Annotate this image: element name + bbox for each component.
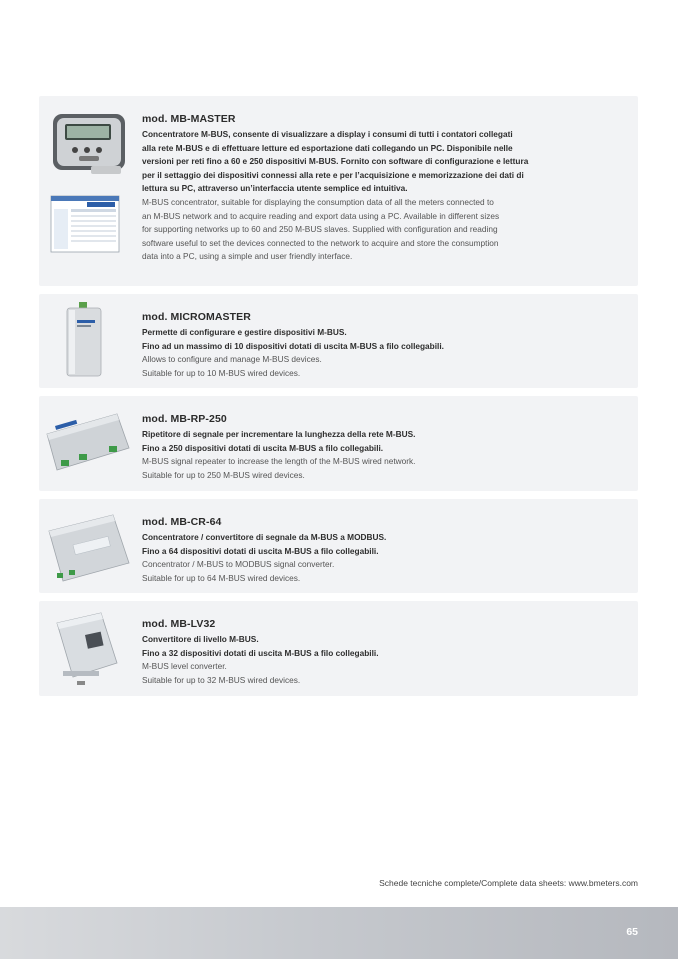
product-description-en: M-BUS level converter. Suitable for up to 32 M-BUS wired devices. <box>142 661 301 685</box>
product-description-it: Ripetitore di segnale per incrementare la lunghezza della rete M-BUS. Fino a 250 dispositivi dotati di uscita M-BUS a filo collegabili. <box>142 429 416 453</box>
data-sheets-note: Schede tecniche complete/Complete data sheets: www.bmeters.com <box>379 878 638 888</box>
product-description-it: Concentratore / convertitore di segnale da M-BUS a MODBUS. Fino a 64 dispositivi dotati di uscita M-BUS a filo collegabili. <box>142 532 387 556</box>
mb-cr-64-device-icon <box>39 499 139 593</box>
mb-lv32-device-icon <box>39 601 139 696</box>
product-card-mb-lv32 <box>39 601 638 696</box>
page-number: 65 <box>626 926 638 938</box>
mb-rp-250-device-icon <box>39 396 139 491</box>
product-description-en: Allows to configure and manage M-BUS devices. Suitable for up to 10 M-BUS wired devices. <box>142 354 322 378</box>
product-description-it: Convertitore di livello M-BUS. Fino a 32 dispositivi dotati di uscita M-BUS a filo collegabili. <box>142 634 379 658</box>
product-title: mod. MB-RP-250 <box>142 413 227 425</box>
product-description-it: Permette di configurare e gestire dispositivi M-BUS. Fino ad un massimo di 10 dispositivi dotati di uscita M-BUS a filo collegabili. <box>142 327 444 351</box>
product-card-mb-master <box>39 96 638 286</box>
product-description-it: Concentratore M-BUS, consente di visualizzare a display i consumi di tutti i contatori collegati alla rete M-BUS e di effettuare letture ed esportazione dati collegando un PC. Disponibile nelle versioni per reti fino a 60 e 250 dispositivi M-BUS. Fornito con software di configurazione e lettura per il settaggio dei dispositivi connessi alla rete e per l’acquisizione e memorizzazione dei dati di lettura su PC, attraverso un’interfaccia utente semplice ed intuitiva. <box>142 129 529 194</box>
product-title: mod. MB-LV32 <box>142 618 216 630</box>
micromaster-device-icon <box>39 294 139 388</box>
product-title: mod. MICROMASTER <box>142 311 251 323</box>
product-card-mb-rp-250 <box>39 396 638 491</box>
product-title: mod. MB-CR-64 <box>142 516 222 528</box>
footer-band <box>0 907 678 959</box>
product-description-en: M-BUS signal repeater to increase the length of the M-BUS wired network. Suitable for up to 250 M-BUS wired devices. <box>142 456 416 480</box>
product-description-en: M-BUS concentrator, suitable for displaying the consumption data of all the meters connected to an M-BUS network and to acquire reading and export data using a PC. Available in different sizes for supporting networks up to 60 and 250 M-BUS slaves. Supplied with configuration and reading software useful to set the devices connected to the network to acquire and store the consumption data into a PC, using a simple and user friendly interface. <box>142 196 500 262</box>
product-description-en: Concentrator / M-BUS to MODBUS signal converter. Suitable for up to 64 M-BUS wired devices. <box>142 559 335 583</box>
product-card-mb-cr-64 <box>39 499 638 593</box>
product-card-micromaster <box>39 294 638 388</box>
mb-master-device-and-software-icon <box>39 96 139 286</box>
product-title: mod. MB-MASTER <box>142 113 236 125</box>
